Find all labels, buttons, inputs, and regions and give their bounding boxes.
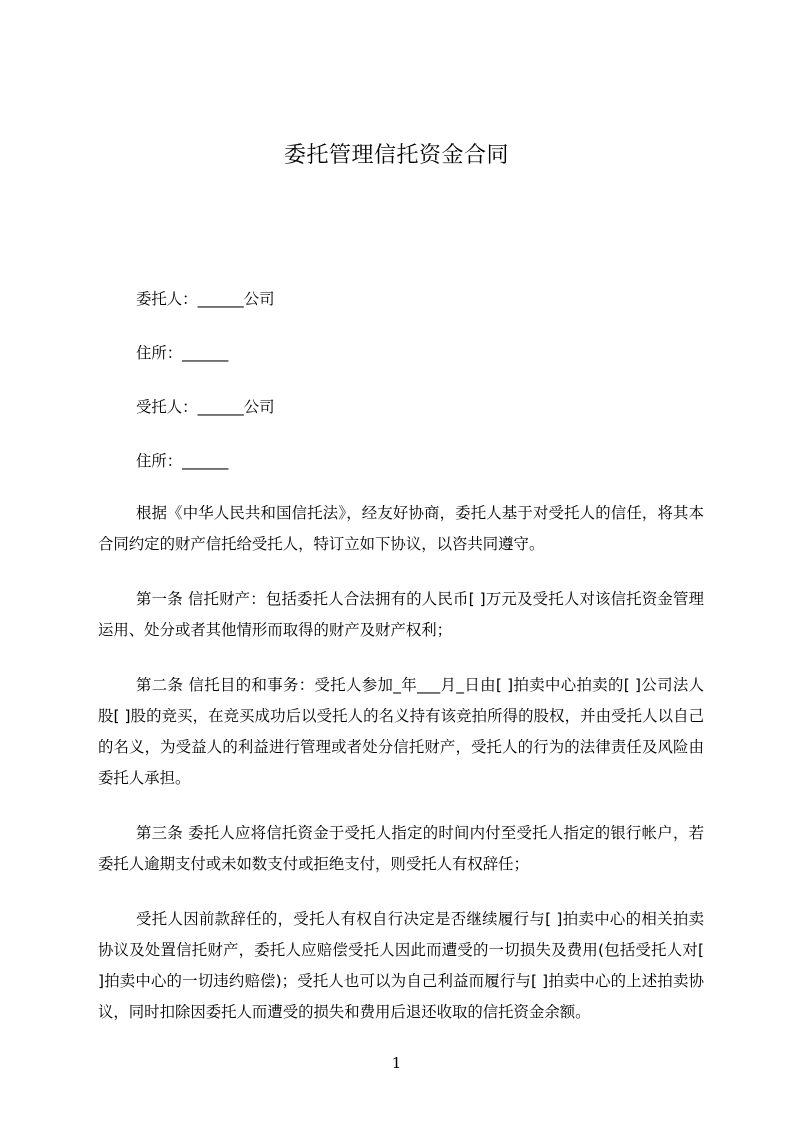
client-address-field: 住所：______	[136, 344, 229, 362]
page-number: 1	[391, 1054, 402, 1072]
document-title: 委托管理信托资金合同	[283, 143, 509, 168]
preamble-paragraph: 根据《中华人民共和国信托法》，经友好协商，委托人基于对受托人的信任，将其本合同约定的财产信托给受托人，特订立如下协议，以咨共同遵守。	[98, 504, 704, 553]
resignation-paragraph: 受托人因前款辞任的，受托人有权自行决定是否继续履行与[ ]拍卖中心的相关拍卖协议及处置信托财产，委托人应赔偿受托人因此而遭受的一切损失及费用(包括受托人对[ ]拍卖中心的一切违约赔偿)；受托人也可以为自己利益而履行与[ ]拍卖中心的上述拍卖协议，同时扣除因委托人而遭受的损失和费用后退还收取的信托资金余额。	[98, 910, 704, 1021]
trustee-address-field: 住所：______	[136, 452, 229, 470]
article-1-paragraph: 第一条 信托财产：包括委托人合法拥有的人民币[ ]万元及受托人对该信托资金管理运用、处分或者其他情形而取得的财产及财产权利；	[98, 590, 704, 639]
article-3-paragraph: 第三条 委托人应将信托资金于受托人指定的时间内付至受托人指定的银行帐户，若委托人逾期支付或未如数支付或拒绝支付，则受托人有权辞任；	[98, 824, 704, 873]
client-field: 委托人：______公司	[136, 290, 275, 308]
article-2-paragraph: 第二条 信托目的和事务：受托人参加_年___月_日由[ ]拍卖中心拍卖的[ ]公司法人股[ ]股的竞买，在竞买成功后以受托人的名义持有该竞拍所得的股权，并由受托人以自己的名义，为受益人的利益进行管理或者处分信托财产，受托人的行为的法律责任及风险由委托人承担。	[98, 676, 704, 787]
document-body	[98, 282, 704, 1028]
trustee-field: 受托人：______公司	[136, 398, 275, 416]
